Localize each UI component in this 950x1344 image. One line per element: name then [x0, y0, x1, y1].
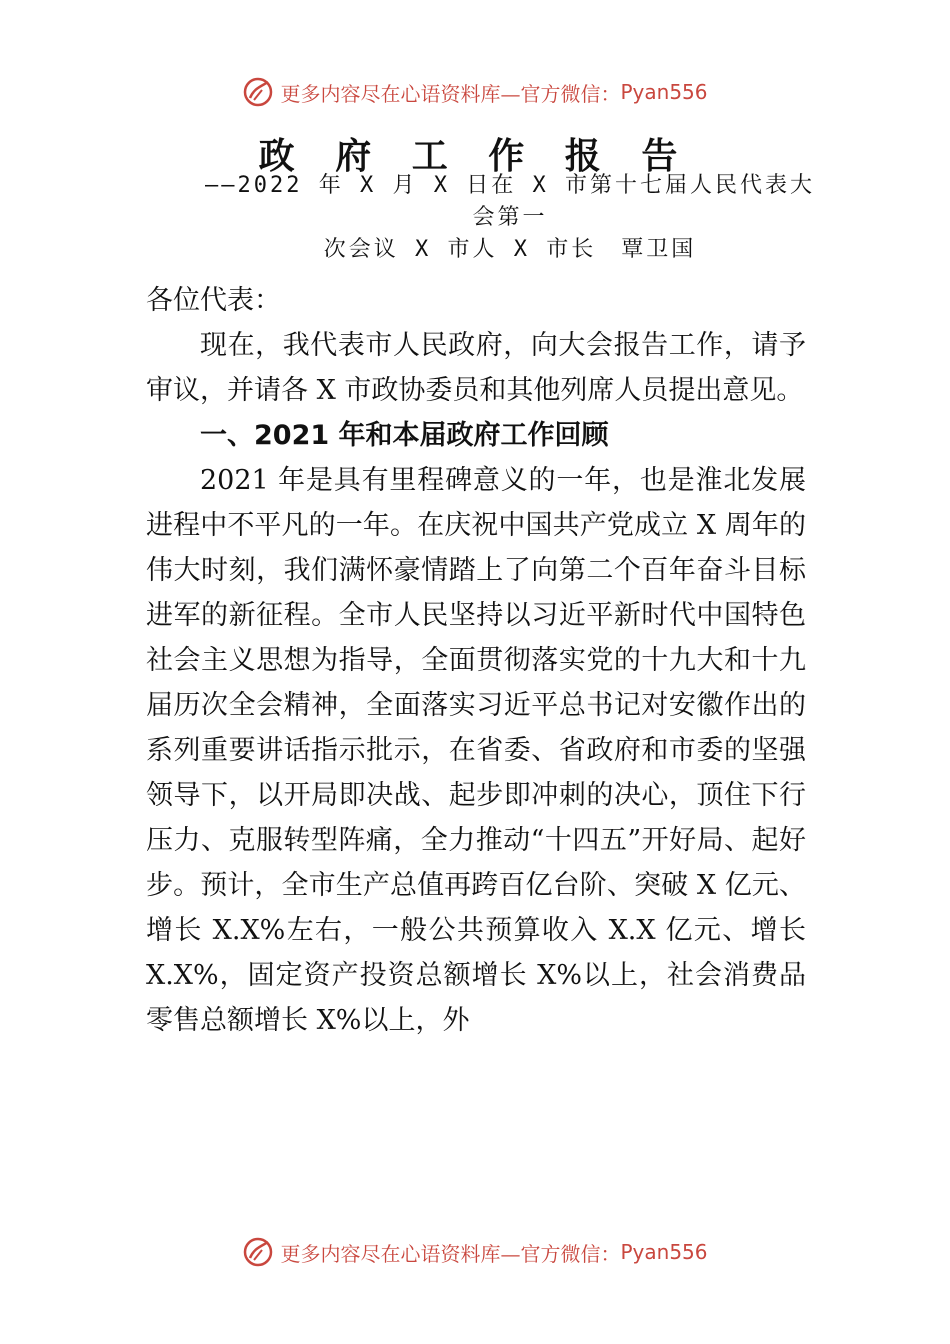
body-paragraph: 2021 年是具有里程碑意义的一年，也是淮北发展进程中不平凡的一年。在庆祝中国共产党成立 X 周年的伟大时刻，我们满怀豪情踏上了向第二个百年奋斗目标进军的新征程。全市人民坚持以习近平新时代中国特色社会主义思想为指导，全面贯彻落实党的十九大和十九届历次全会精神，全面落实习近平总书记对安徽作出的系列重要讲话指示批示，在省委、省政府和市委的坚强领导下，以开局即决战、起步即冲刺的决心，顶住下行压力、克服转型阵痛，全力推动“十四五”开好局、起好步。预计，全市生产总值再跨百亿台阶、突破 X 亿元、增长 X.X%左右，一般公共预算收入 X.X 亿元、增长 X.X%，固定资产投资总额增长 X%以上，社会消费品零售总额增长 X%以上，外	[146, 465, 806, 1036]
banner-text: 更多内容尽在心语资料库—官方微信：	[280, 81, 621, 106]
banner-text: 更多内容尽在心语资料库—官方微信：	[280, 1241, 621, 1266]
subtitle-line-2: 次会议 X 市人 X 市长 覃卫国	[323, 237, 697, 262]
salutation: 各位代表：	[146, 285, 281, 316]
document-body	[146, 278, 806, 1043]
brand-logo-icon	[242, 1236, 274, 1268]
document-title: 政 府 工 作 报 告	[258, 136, 692, 177]
header-banner	[0, 72, 950, 112]
subtitle-line-1: ——2022 年 X 月 X 日在 X 市第十七届人民代表大会第一	[205, 173, 815, 230]
banner-wechat-id: Pyan556	[620, 1240, 708, 1264]
brand-logo-icon	[242, 76, 274, 108]
intro-paragraph: 现在，我代表市人民政府，向大会报告工作，请予审议，并请各 X 市政协委员和其他列席人员提出意见。	[146, 330, 806, 406]
document-subtitle	[200, 170, 820, 266]
section-heading: 一、2021 年和本届政府工作回顾	[200, 420, 609, 451]
footer-banner	[0, 1232, 950, 1272]
banner-wechat-id: Pyan556	[620, 80, 708, 104]
